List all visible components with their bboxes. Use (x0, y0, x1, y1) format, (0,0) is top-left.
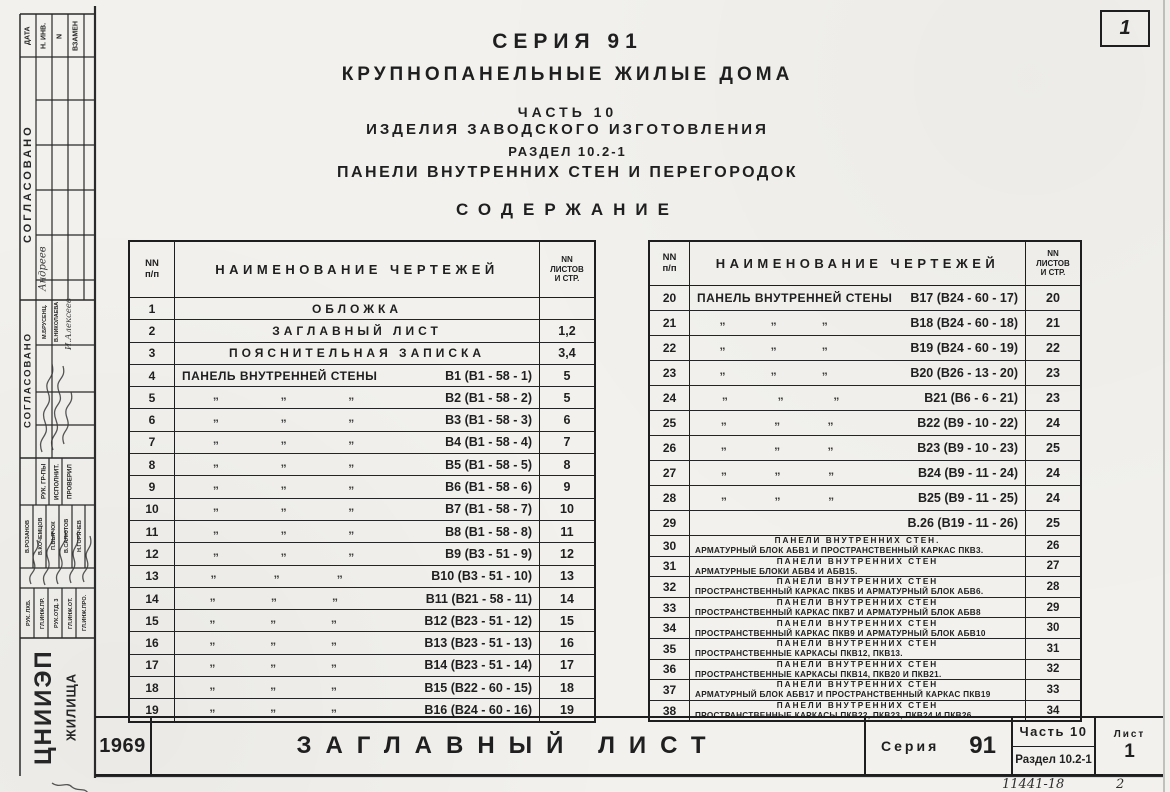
row-number: 16 (130, 632, 175, 653)
row-number: 37 (650, 680, 690, 700)
row-name-cell (175, 655, 539, 676)
row-pages: 34 (1025, 701, 1080, 721)
table-row (650, 510, 1080, 535)
drawing-name-line2: ПРОСТРАНСТВЕННЫЕ КАРКАСЫ ПКВ22, ПКВ23, ПКВ24 И ПКВ26. (695, 711, 975, 721)
person-name-2: В.КОЧЕМЦОВ (38, 517, 44, 555)
sidebar-label-n: N (56, 33, 64, 39)
row-name-cell (690, 486, 1025, 510)
row-name-cell (690, 286, 1025, 310)
role-bottom-2: ГЛ.ИНЖ.ПР. (40, 597, 46, 629)
table-row (650, 638, 1080, 659)
drawing-code: В10 (В3 - 51 - 10) (431, 569, 532, 584)
table-row (650, 385, 1080, 410)
row-pages: 18 (539, 677, 594, 698)
row-pages: 21 (1025, 311, 1080, 335)
table-row (650, 597, 1080, 618)
row-number: 19 (130, 699, 175, 720)
drawing-code: В14 (В23 - 51 - 14) (424, 658, 532, 673)
row-number: 27 (650, 461, 690, 485)
row-name-cell (175, 566, 539, 587)
drawing-code: В4 (В1 - 58 - 4) (445, 435, 532, 450)
ditto-marks: „ „ „ (720, 438, 834, 452)
row-number: 36 (650, 660, 690, 680)
role-executor: ИСПОЛНИТ. (53, 463, 61, 500)
drawing-code: В.26 (В19 - 11 - 26) (907, 516, 1018, 530)
row-number: 9 (130, 476, 175, 497)
row-pages: 9 (539, 476, 594, 497)
table-row (130, 431, 594, 453)
sheet-cell (1096, 718, 1163, 774)
row-name-cell (175, 543, 539, 564)
drawing-name: ПАНЕЛЬ ВНУТРЕННЕЙ СТЕНЫ (182, 368, 378, 383)
table-row (130, 520, 594, 542)
contents-table-left (128, 240, 596, 723)
ditto-marks: „ „ „ (720, 463, 835, 477)
ditto-marks: „ „ „ (209, 699, 337, 714)
row-name-cell (690, 660, 1025, 680)
row-number: 34 (650, 618, 690, 638)
row-pages: 22 (1025, 336, 1080, 360)
table-row (130, 298, 594, 319)
row-pages: 24 (1025, 461, 1080, 485)
drawing-code: В3 (В1 - 58 - 3) (445, 413, 532, 428)
row-name-cell (175, 588, 539, 609)
drawing-code: В23 (В9 - 10 - 23) (917, 441, 1018, 455)
ditto-marks: „ „ „ (212, 454, 355, 469)
row-name-cell (690, 598, 1025, 618)
row-pages (539, 298, 594, 319)
ditto-marks: „ „ „ (719, 313, 828, 327)
table-header: NN п/п НАИМЕНОВАНИЕ ЧЕРТЕЖЕЙ NN ЛИСТОВ И СТР. (650, 242, 1080, 286)
section-value: Раздел 10.2-1 (1015, 754, 1092, 767)
row-number: 6 (130, 409, 175, 430)
drawing-name-line2: ПРОСТРАНСТВЕННЫЙ КАРКАС ПКВ5 И АРМАТУРНЫЙ БЛОК АБВ6. (695, 587, 984, 597)
sidebar-label-inv: Н. ИНВ. (40, 22, 48, 50)
table-row (650, 659, 1080, 680)
row-pages: 19 (539, 699, 594, 720)
row-number: 1 (130, 298, 175, 319)
row-name-cell (175, 476, 539, 497)
sidebar-label-vzamen: ВЗАМЕН (72, 21, 80, 51)
table-row (650, 576, 1080, 597)
person-name-5: Н.ГОРЯЧЕВ (77, 520, 83, 552)
row-number: 5 (130, 387, 175, 408)
row-name-cell (175, 499, 539, 520)
drawing-code: В8 (В1 - 58 - 8) (445, 524, 532, 539)
drawing-code: В19 (В24 - 60 - 19) (910, 341, 1018, 355)
role-bottom-4: ГЛ.ИНЖ.ОТ. (68, 597, 74, 629)
role-bottom-5: ГЛ.ИНЖ.ПРО. (82, 594, 88, 632)
drawing-name: ЗАГЛАВНЫЙ ЛИСТ (272, 323, 442, 338)
row-number: 23 (650, 361, 690, 385)
row-pages: 23 (1025, 361, 1080, 385)
drawing-name: ПАНЕЛЬ ВНУТРЕННЕЙ СТЕНЫ (697, 291, 893, 305)
drawing-name: ПАНЕЛИ ВНУТРЕННИХ СТЕН. (774, 536, 941, 546)
row-number: 32 (650, 577, 690, 597)
drawing-name: ПАНЕЛИ ВНУТРЕННИХ СТЕН (776, 639, 939, 649)
doc-title-cell: ЗАГЛАВНЫЙ ЛИСТ (152, 718, 866, 774)
part-value: Часть 10 (1013, 718, 1094, 747)
drawing-name: ПАНЕЛИ ВНУТРЕННИХ СТЕН (776, 577, 939, 587)
drawing-code: В1 (В1 - 58 - 1) (445, 368, 532, 383)
approved-name-1: М.БРУСЕНЦ. (42, 304, 48, 339)
row-number: 31 (650, 557, 690, 577)
drawing-code: В6 (В1 - 58 - 6) (445, 480, 532, 495)
row-number: 35 (650, 639, 690, 659)
drawing-name-line2: АРМАТУРНЫЕ БЛОКИ АБВ4 И АБВ15. (695, 566, 858, 576)
row-number: 2 (130, 320, 175, 341)
row-number: 15 (130, 610, 175, 631)
table-row (650, 679, 1080, 700)
drawing-code: В7 (В1 - 58 - 7) (445, 502, 532, 517)
row-number: 14 (130, 588, 175, 609)
ditto-marks: „ „ „ (212, 543, 355, 558)
drawing-name: ПАНЕЛИ ВНУТРЕННИХ СТЕН (776, 598, 939, 608)
sheet-number: 1 (1119, 17, 1131, 39)
drawing-name-line2: ПРОСТРАНСТВЕННЫЙ КАРКАС ПКВ9 И АРМАТУРНЫЙ БЛОК АБВ10 (695, 628, 986, 638)
drawing-code: В9 (В3 - 51 - 9) (445, 546, 532, 561)
row-name-cell (690, 680, 1025, 700)
row-name-cell (175, 387, 539, 408)
row-number: 10 (130, 499, 175, 520)
ditto-marks: „ „ „ (212, 387, 355, 402)
row-pages: 5 (539, 387, 594, 408)
series-label: Серия (881, 738, 940, 754)
drawing-name: ПАНЕЛИ ВНУТРЕННИХ СТЕН (776, 659, 939, 669)
row-number: 33 (650, 598, 690, 618)
row-pages: 30 (1025, 618, 1080, 638)
row-pages: 25 (1025, 436, 1080, 460)
drawing-code: В12 (В23 - 51 - 12) (424, 613, 532, 628)
ditto-marks: „ „ „ (209, 633, 337, 648)
table-row (650, 410, 1080, 435)
ditto-marks: „ „ „ (721, 388, 840, 402)
drawing-name-line2: ПРОСТРАНСТВЕННЫЕ КАРКАСЫ ПКВ14, ПКВ20 И ПКВ21. (695, 669, 942, 679)
row-number: 18 (130, 677, 175, 698)
row-pages: 8 (539, 454, 594, 475)
row-name-cell (175, 298, 539, 319)
approved-name-2: В.НИКОЛАЕВА (54, 301, 60, 342)
row-pages: 31 (1025, 639, 1080, 659)
row-name-cell (175, 365, 539, 386)
doc-number-note: 11441-18 (1002, 777, 1065, 792)
series-value: 91 (969, 732, 996, 759)
row-number: 30 (650, 536, 690, 556)
row-pages: 23 (1025, 386, 1080, 410)
row-pages: 17 (539, 655, 594, 676)
series-title: СЕРИЯ 91 (492, 30, 643, 53)
drawing-name: ПАНЕЛИ ВНУТРЕННИХ СТЕН (776, 680, 939, 690)
ditto-marks: „ „ „ (212, 477, 355, 492)
drawing-name-line2: ПРОСТРАНСТВЕННЫЕ КАРКАСЫ ПКВ12, ПКВ13. (695, 649, 903, 659)
table-row (130, 408, 594, 430)
drawing-code: В2 (В1 - 58 - 2) (445, 390, 532, 405)
table-row (650, 286, 1080, 310)
person-name-3: П.ВЬЯЧОК (51, 521, 57, 551)
row-number: 22 (650, 336, 690, 360)
ditto-marks: „ „ „ (719, 338, 828, 352)
contents-table-right (648, 240, 1082, 722)
row-pages: 16 (539, 632, 594, 653)
row-number: 38 (650, 701, 690, 721)
row-pages: 29 (1025, 598, 1080, 618)
row-name-cell (175, 632, 539, 653)
row-pages: 10 (539, 499, 594, 520)
drawing-code: В24 (В9 - 11 - 24) (917, 466, 1018, 480)
ditto-marks: „ „ „ (212, 410, 355, 425)
drawing-name: ПАНЕЛИ ВНУТРЕННИХ СТЕН (776, 618, 939, 628)
row-name-cell (175, 432, 539, 453)
building-type: КРУПНОПАНЕЛЬНЫЕ ЖИЛЫЕ ДОМА (341, 64, 794, 85)
row-number: 28 (650, 486, 690, 510)
ditto-marks: „ „ „ (209, 655, 337, 670)
row-number: 20 (650, 286, 690, 310)
table-row (130, 364, 594, 386)
row-name-cell (690, 386, 1025, 410)
drawing-code: В20 (В26 - 13 - 20) (910, 366, 1018, 380)
drawing-name: ПОЯСНИТЕЛЬНАЯ ЗАПИСКА (229, 346, 485, 361)
row-pages: 33 (1025, 680, 1080, 700)
table-row (130, 498, 594, 520)
drawing-code: В16 (В24 - 60 - 16) (424, 702, 532, 717)
section-title: РАЗДЕЛ 10.2-1 (508, 144, 627, 159)
row-pages: 1,2 (539, 320, 594, 341)
org-name-main: ЦНИИЭП (30, 649, 57, 765)
row-name-cell (690, 336, 1025, 360)
person-name-4: В.САЛЮТОВ (64, 518, 70, 554)
table-row (130, 319, 594, 341)
table-row (650, 535, 1080, 556)
row-pages: 15 (539, 610, 594, 631)
drawing-code: В25 (В9 - 11 - 25) (917, 491, 1018, 505)
table-row (650, 460, 1080, 485)
table-row (650, 435, 1080, 460)
ditto-marks: „ „ „ (212, 521, 355, 536)
agreed-stamp-2: СОГЛАСОВАНО (22, 332, 34, 429)
row-number: 8 (130, 454, 175, 475)
row-pages: 24 (1025, 411, 1080, 435)
row-number: 4 (130, 365, 175, 386)
row-pages: 25 (1025, 511, 1080, 535)
ditto-marks: „ „ „ (212, 499, 355, 514)
table-row (130, 565, 594, 587)
sidebar-label-date: ДАТА (24, 26, 32, 46)
ditto-marks: „ „ „ (209, 588, 339, 603)
row-number: 17 (130, 655, 175, 676)
row-name-cell (690, 436, 1025, 460)
row-pages: 32 (1025, 660, 1080, 680)
table-row (130, 342, 594, 364)
ditto-marks: „ „ „ (210, 566, 343, 581)
table-row (130, 676, 594, 698)
row-name-cell (690, 536, 1025, 556)
table-row (130, 386, 594, 408)
column-pages-header: NN ЛИСТОВ И СТР. (539, 242, 594, 297)
drawing-code: В21 (В6 - 6 - 21) (924, 391, 1018, 405)
drawing-name: ПАНЕЛИ ВНУТРЕННИХ СТЕН (776, 701, 939, 711)
column-name-header: НАИМЕНОВАНИЕ ЧЕРТЕЖЕЙ (715, 256, 1000, 271)
title-block (95, 716, 1163, 776)
table-row (130, 654, 594, 676)
row-pages: 3,4 (539, 343, 594, 364)
org-name-sub: ЖИЛИЩА (63, 672, 79, 742)
table-row (650, 485, 1080, 510)
content-type: ПАНЕЛИ ВНУТРЕННИХ СТЕН И ПЕРЕГОРОДОК (336, 164, 799, 181)
row-number: 26 (650, 436, 690, 460)
part-title: ЧАСТЬ 10 (517, 104, 618, 120)
page-mark-note: 2 (1116, 777, 1125, 792)
row-name-cell (690, 577, 1025, 597)
toc-title: СОДЕРЖАНИЕ (456, 200, 679, 219)
row-name-cell (175, 677, 539, 698)
row-number: 24 (650, 386, 690, 410)
row-pages: 11 (539, 521, 594, 542)
sheet-value: 1 (1124, 741, 1135, 762)
row-pages: 7 (539, 432, 594, 453)
drawing-code: В5 (В1 - 58 - 5) (445, 457, 532, 472)
drawing-code: В15 (В22 - 60 - 15) (424, 680, 532, 695)
sheet-number-box (1100, 10, 1150, 47)
agreed-stamp-1: СОГЛАСОВАНО (22, 124, 34, 244)
ditto-marks: „ „ „ (720, 413, 834, 427)
row-pages: 20 (1025, 286, 1080, 310)
table-row (650, 617, 1080, 638)
role-bottom-1: РУК. ЛХБ. (26, 599, 32, 627)
row-pages: 13 (539, 566, 594, 587)
row-name-cell (690, 618, 1025, 638)
series-cell (866, 718, 1013, 774)
row-name-cell (175, 610, 539, 631)
row-name-cell (175, 521, 539, 542)
row-name-cell (175, 343, 539, 364)
column-name-header: НАИМЕНОВАНИЕ ЧЕРТЕЖЕЙ (215, 262, 499, 277)
drawing-name-line2: ПРОСТРАНСТВЕННЫЙ КАРКАС ПКВ7 И АРМАТУРНЫЙ БЛОК АБВ8 (695, 608, 981, 618)
person-name-1: В.РОЗАНОВ (25, 519, 31, 553)
role-checker: ПРОВЕРИЛ (66, 464, 74, 499)
row-number: 3 (130, 343, 175, 364)
row-number: 21 (650, 311, 690, 335)
drawing-name: ПАНЕЛИ ВНУТРЕННИХ СТЕН (776, 556, 939, 566)
row-name-cell (690, 557, 1025, 577)
ditto-marks: „ „ „ (720, 488, 835, 502)
subtitle: ИЗДЕЛИЯ ЗАВОДСКОГО ИЗГОТОВЛЕНИЯ (366, 121, 769, 138)
row-pages: 14 (539, 588, 594, 609)
table-row (130, 453, 594, 475)
table-row (650, 310, 1080, 335)
row-pages: 5 (539, 365, 594, 386)
role-group-leader: РУК. ГР-ПЫ (40, 463, 48, 500)
row-number: 13 (130, 566, 175, 587)
row-pages: 26 (1025, 536, 1080, 556)
row-number: 29 (650, 511, 690, 535)
table-row (130, 542, 594, 564)
table-row (650, 556, 1080, 577)
part-section-cell (1013, 718, 1096, 774)
column-pages-header: NN ЛИСТОВ И СТР. (1025, 242, 1080, 285)
table-header: NN п/п НАИМЕНОВАНИЕ ЧЕРТЕЖЕЙ NN ЛИСТОВ И СТР. (130, 242, 594, 298)
table-row (130, 475, 594, 497)
table-row (650, 360, 1080, 385)
row-name-cell (690, 361, 1025, 385)
year-cell: 1969 (95, 718, 152, 774)
drawing-code: В17 (В24 - 60 - 17) (910, 291, 1018, 305)
agreed-signature: Андреев (37, 246, 49, 292)
role-bottom-3: РУК.ОТД. 3 (54, 598, 60, 628)
table-row (130, 631, 594, 653)
row-name-cell (175, 409, 539, 430)
sheet-label: Лист (1113, 729, 1146, 740)
row-name-cell (690, 411, 1025, 435)
row-number: 7 (130, 432, 175, 453)
ditto-marks: „ „ „ (719, 363, 828, 377)
table-row (130, 609, 594, 631)
table-row (650, 335, 1080, 360)
row-name-cell (175, 320, 539, 341)
ditto-marks: „ „ „ (209, 677, 337, 692)
row-name-cell (175, 454, 539, 475)
ditto-marks: „ „ „ (212, 432, 355, 447)
drawing-name-line2: АРМАТУРНЫЙ БЛОК АБВ1 И ПРОСТРАНСТВЕННЫЙ КАРКАС ПКВ3. (695, 546, 984, 556)
row-name-cell (690, 311, 1025, 335)
row-pages: 28 (1025, 577, 1080, 597)
drawing-code: В11 (В21 - 58 - 11) (425, 591, 532, 606)
row-number: 11 (130, 521, 175, 542)
row-pages: 12 (539, 543, 594, 564)
row-pages: 6 (539, 409, 594, 430)
row-name-cell (690, 511, 1025, 535)
table-row (130, 587, 594, 609)
ditto-marks: „ „ „ (209, 610, 337, 625)
row-pages: 27 (1025, 557, 1080, 577)
row-number: 12 (130, 543, 175, 564)
approved-signature: И.Алексеев (64, 298, 74, 350)
drawing-name: ОБЛОЖКА (311, 301, 403, 316)
row-pages: 24 (1025, 486, 1080, 510)
drawing-code: В22 (В9 - 10 - 22) (917, 416, 1018, 430)
row-name-cell (690, 639, 1025, 659)
row-name-cell (690, 461, 1025, 485)
drawing-code: В18 (В24 - 60 - 18) (910, 316, 1018, 330)
row-number: 25 (650, 411, 690, 435)
drawing-code: В13 (В23 - 51 - 13) (424, 636, 532, 651)
drawing-name-line2: АРМАТУРНЫЙ БЛОК АБВ17 И ПРОСТРАНСТВЕННЫЙ КАРКАС ПКВ19 (695, 690, 991, 700)
